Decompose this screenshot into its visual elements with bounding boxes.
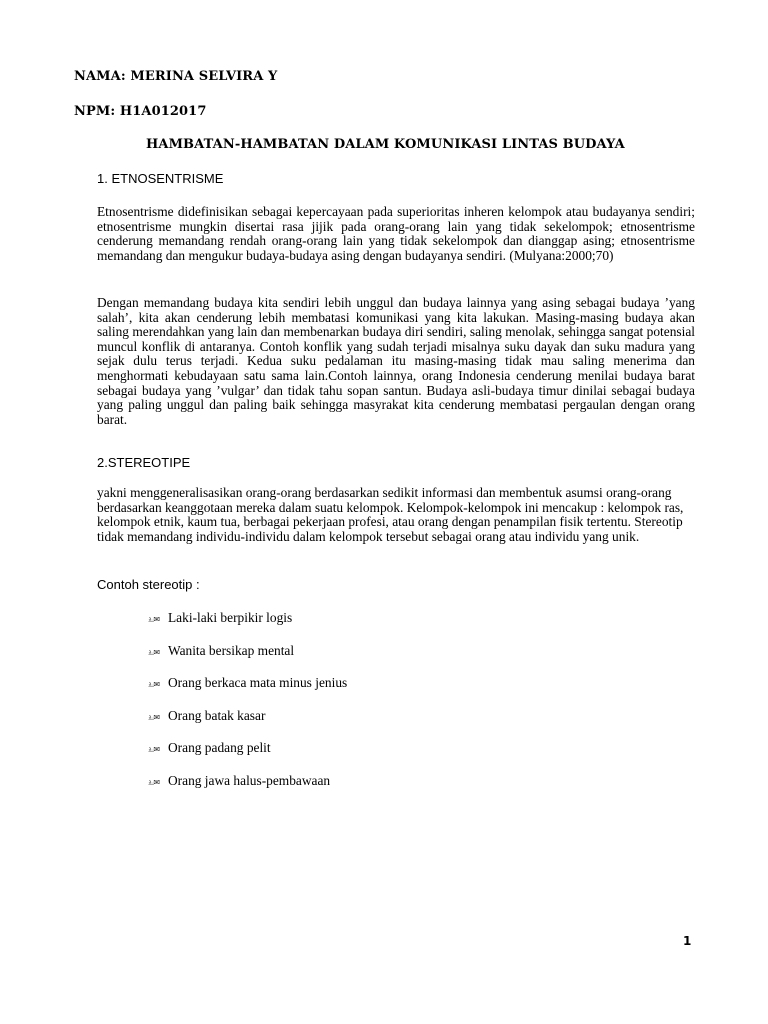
list-item [148,773,347,806]
section-1-paragraph-2: Dengan memandang budaya kita sendiri lebih unggul dan budaya lainnya yang asing sebagai budaya ’yang salah’, kita akan cenderung lebih membatasi komunikasi yang kita lakukan. Masing-masing budaya akan saling merendahkan yang lain dan membenarkan budaya diri sendiri, saling menolak, sehingga sangat potensial muncul konflik di antaranya. Contoh konflik yang sudah terjadi misalnya suku dayak dan suku madura yang sejak dulu terus terjadi. Kedua suku pedalaman itu masing-masing tidak mau saling menerima dan menghormati kebudayaan satu sama lain.Contoh lainnya, orang Indonesia cenderung menilai budaya barat sebagai budaya yang ’vulgar’ dan tidak tahu sopan santun. Budaya asli-budaya timur dinilai sebagai budaya yang paling unggul dan paling baik sehingga masyrakat kita cenderung membatasi pergaulan dengan orang barat. [97,295,695,427]
checkbox-bullet-icon: ⎁✉ [148,680,160,690]
document-title: HAMBATAN-HAMBATAN DALAM KOMUNIKASI LINTAS BUDAYA [146,137,625,152]
student-npm: NPM: H1A012017 [74,104,207,119]
stereotype-examples-list [148,610,347,806]
section-1-heading: 1. ETNOSENTRISME [97,171,224,186]
list-item [148,643,347,676]
list-item-text: Orang batak kasar [168,707,266,723]
list-item [148,740,347,773]
section-1-paragraph-1: Etnosentrisme didefinisikan sebagai kepercayaan pada superioritas inheren kelompok atau budayanya sendiri; etnosentrisme mungkin disertai rasa jijik pada orang-orang lain yang tidak sekelompok; etnosentrisme cenderung memandang rendah orang-orang lain yang tidak sekelompok dan dianggap asing; etnosentrisme memandang dan mengukur budaya-budaya asing dengan budayanya sendiri. (Mulyana:2000;70) [97,204,695,263]
list-item-text: Orang jawa halus-pembawaan [168,772,331,788]
list-item-text: Laki-laki berpikir logis [168,610,293,625]
student-name: NAMA: MERINA SELVIRA Y [74,69,278,84]
checkbox-bullet-icon: ⎁✉ [148,745,160,755]
list-item [148,708,347,741]
checkbox-bullet-icon: ⎁✉ [148,615,160,624]
list-item-text: Orang berkaca mata minus jenius [168,675,348,691]
examples-label: Contoh stereotip : [97,577,200,592]
checkbox-bullet-icon: ⎁✉ [148,777,160,787]
list-item [148,610,347,643]
section-2-heading: 2.STEREOTIPE [97,455,191,470]
list-item [148,675,347,708]
list-item-text: Wanita bersikap mental [168,642,295,658]
checkbox-bullet-icon: ⎁✉ [148,647,160,657]
page-number: 1 [683,934,692,948]
checkbox-bullet-icon: ⎁✉ [148,712,160,722]
list-item-text: Orang padang pelit [168,740,271,756]
section-2-paragraph-1: yakni menggeneralisasikan orang-orang berdasarkan sedikit informasi dan membentuk asumsi orang-orang berdasarkan keanggotaan mereka dalam suatu kelompok. Kelompok-kelompok ini mencakup : kelompok ras, kelompok etnik, kaum tua, berbagai pekerjaan profesi, atau orang dengan penampilan fisik tertentu. Stereotip tidak memandang individu-individu dalam kelompok tersebut sebagai orang atau individu yang unik. [97,485,684,544]
